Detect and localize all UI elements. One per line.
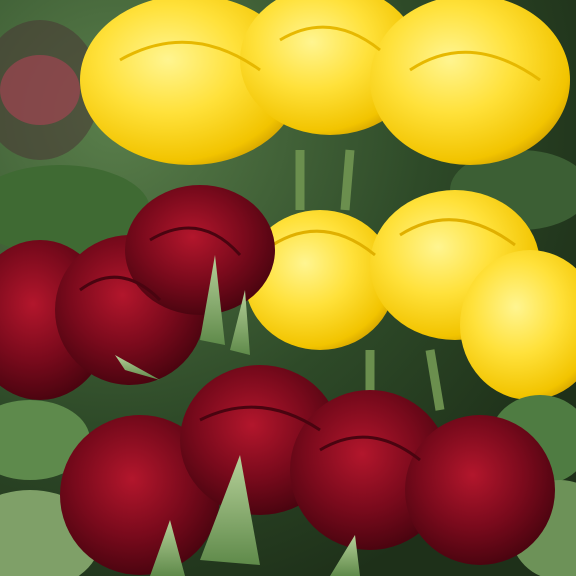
red-rose bbox=[405, 415, 555, 565]
pink-flowers bbox=[0, 55, 80, 125]
yellow-rose bbox=[370, 0, 570, 165]
red-rose bbox=[125, 185, 275, 315]
